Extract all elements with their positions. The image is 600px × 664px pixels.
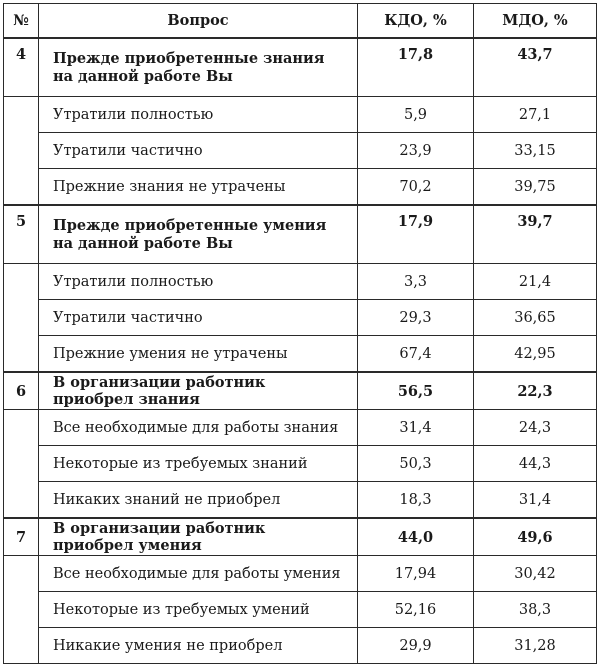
question-number: 6 [4, 372, 39, 410]
answer-row [4, 628, 597, 664]
answer-text: Утратили полностью [39, 264, 358, 300]
answer-kdo: 18,3 [358, 482, 474, 519]
header-num: № [4, 4, 39, 39]
question-kdo: 17,8 [358, 38, 474, 97]
empty-num-cell [4, 410, 39, 519]
question-row [4, 205, 597, 264]
answer-row [4, 410, 597, 446]
answer-mdo: 21,4 [474, 264, 597, 300]
answer-text: Все необходимые для работы знания [39, 410, 358, 446]
answer-text: Все необходимые для работы умения [39, 556, 358, 592]
answer-mdo: 33,15 [474, 133, 597, 169]
question-number: 7 [4, 518, 39, 556]
answer-kdo: 29,9 [358, 628, 474, 664]
answer-kdo: 29,3 [358, 300, 474, 336]
answer-row [4, 97, 597, 133]
answer-mdo: 24,3 [474, 410, 597, 446]
answer-kdo: 52,16 [358, 592, 474, 628]
answer-text: Некоторые из требуемых знаний [39, 446, 358, 482]
question-kdo: 44,0 [358, 518, 474, 556]
answer-row [4, 133, 597, 169]
question-text: В организации работник приобрел умения [39, 518, 358, 556]
header-question: Вопрос [39, 4, 358, 39]
question-number: 5 [4, 205, 39, 264]
answer-text: Прежние знания не утрачены [39, 169, 358, 206]
answer-row [4, 336, 597, 373]
question-mdo: 49,6 [474, 518, 597, 556]
answer-row [4, 169, 597, 206]
answer-text: Никаких знаний не приобрел [39, 482, 358, 519]
question-row [4, 372, 597, 410]
answer-kdo: 31,4 [358, 410, 474, 446]
header-row [4, 4, 597, 39]
answer-mdo: 44,3 [474, 446, 597, 482]
answer-kdo: 50,3 [358, 446, 474, 482]
answer-text: Прежние умения не утрачены [39, 336, 358, 373]
answer-kdo: 5,9 [358, 97, 474, 133]
answer-row [4, 264, 597, 300]
question-number: 4 [4, 38, 39, 97]
question-row [4, 38, 597, 97]
answer-text: Утратили полностью [39, 97, 358, 133]
question-row [4, 518, 597, 556]
answer-text: Утратили частично [39, 133, 358, 169]
answer-row [4, 592, 597, 628]
question-text: Прежде приобретенные умения на данной работе Вы [39, 205, 358, 264]
question-text: В организации работник приобрел знания [39, 372, 358, 410]
answer-text: Никакие умения не приобрел [39, 628, 358, 664]
answer-kdo: 67,4 [358, 336, 474, 373]
question-mdo: 22,3 [474, 372, 597, 410]
question-mdo: 43,7 [474, 38, 597, 97]
answer-mdo: 27,1 [474, 97, 597, 133]
answer-row [4, 300, 597, 336]
answer-text: Некоторые из требуемых умений [39, 592, 358, 628]
answer-row [4, 482, 597, 519]
answer-text: Утратили частично [39, 300, 358, 336]
answer-mdo: 31,4 [474, 482, 597, 519]
answer-mdo: 39,75 [474, 169, 597, 206]
answer-mdo: 30,42 [474, 556, 597, 592]
empty-num-cell [4, 556, 39, 664]
answer-kdo: 17,94 [358, 556, 474, 592]
answer-row [4, 556, 597, 592]
answer-kdo: 3,3 [358, 264, 474, 300]
question-kdo: 56,5 [358, 372, 474, 410]
header-kdo: КДО, % [358, 4, 474, 39]
survey-table [3, 3, 597, 664]
answer-mdo: 31,28 [474, 628, 597, 664]
question-text: Прежде приобретенные знания на данной работе Вы [39, 38, 358, 97]
header-mdo: МДО, % [474, 4, 597, 39]
answer-mdo: 38,3 [474, 592, 597, 628]
answer-mdo: 42,95 [474, 336, 597, 373]
answer-kdo: 70,2 [358, 169, 474, 206]
question-kdo: 17,9 [358, 205, 474, 264]
question-mdo: 39,7 [474, 205, 597, 264]
empty-num-cell [4, 97, 39, 206]
answer-row [4, 446, 597, 482]
empty-num-cell [4, 264, 39, 373]
answer-kdo: 23,9 [358, 133, 474, 169]
answer-mdo: 36,65 [474, 300, 597, 336]
